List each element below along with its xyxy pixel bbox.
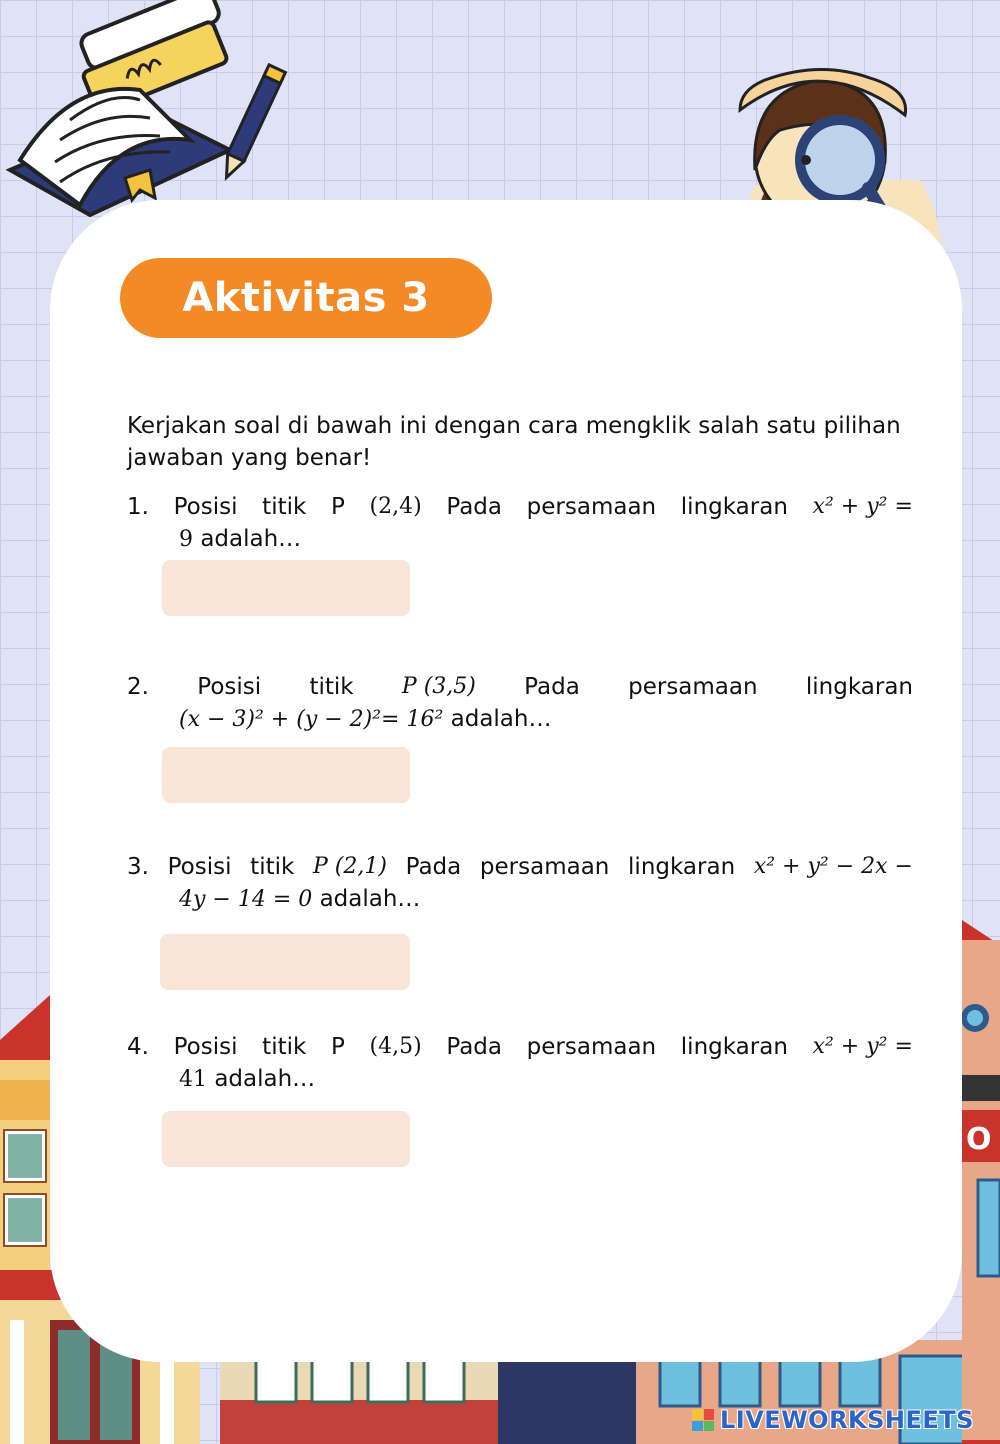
answer-dropdown-1[interactable]: [162, 560, 410, 616]
answer-dropdown-4[interactable]: [162, 1111, 410, 1167]
question-2: 2. Posisi titik P (3,5) Pada persamaan lingkaran (x − 3)² + (y − 2)²= 16² adalah…: [127, 671, 913, 736]
activity-title-banner: [120, 258, 492, 338]
question-number: 3.: [127, 854, 149, 880]
question-4: 4. Posisi titik P (4,5) Pada persamaan lingkaran x² + y² = 41 adalah…: [127, 1031, 913, 1096]
instruction-text: Kerjakan soal di bawah ini dengan cara mengklik salah satu pilihan jawaban yang benar!: [127, 413, 901, 471]
page-title: Aktivitas 3: [182, 275, 430, 321]
svg-text:O: O: [966, 1122, 992, 1157]
brand-name: LIVEWORKSHEETS: [720, 1406, 974, 1434]
question-number: 2.: [127, 674, 149, 700]
question-number: 1.: [127, 494, 149, 520]
answer-dropdown-3[interactable]: [160, 934, 410, 990]
answer-dropdown-2[interactable]: [162, 747, 410, 803]
liveworksheets-logo-icon: [692, 1409, 714, 1431]
question-number: 4.: [127, 1034, 149, 1060]
question-1: 1. Posisi titik P (2,4) Pada persamaan lingkaran x² + y² = 9 adalah…: [127, 491, 913, 556]
liveworksheets-logo[interactable]: [692, 1402, 974, 1438]
question-3: 3. Posisi titik P (2,1) Pada persamaan lingkaran x² + y² − 2x − 4y − 14 = 0 adalah…: [127, 851, 913, 916]
